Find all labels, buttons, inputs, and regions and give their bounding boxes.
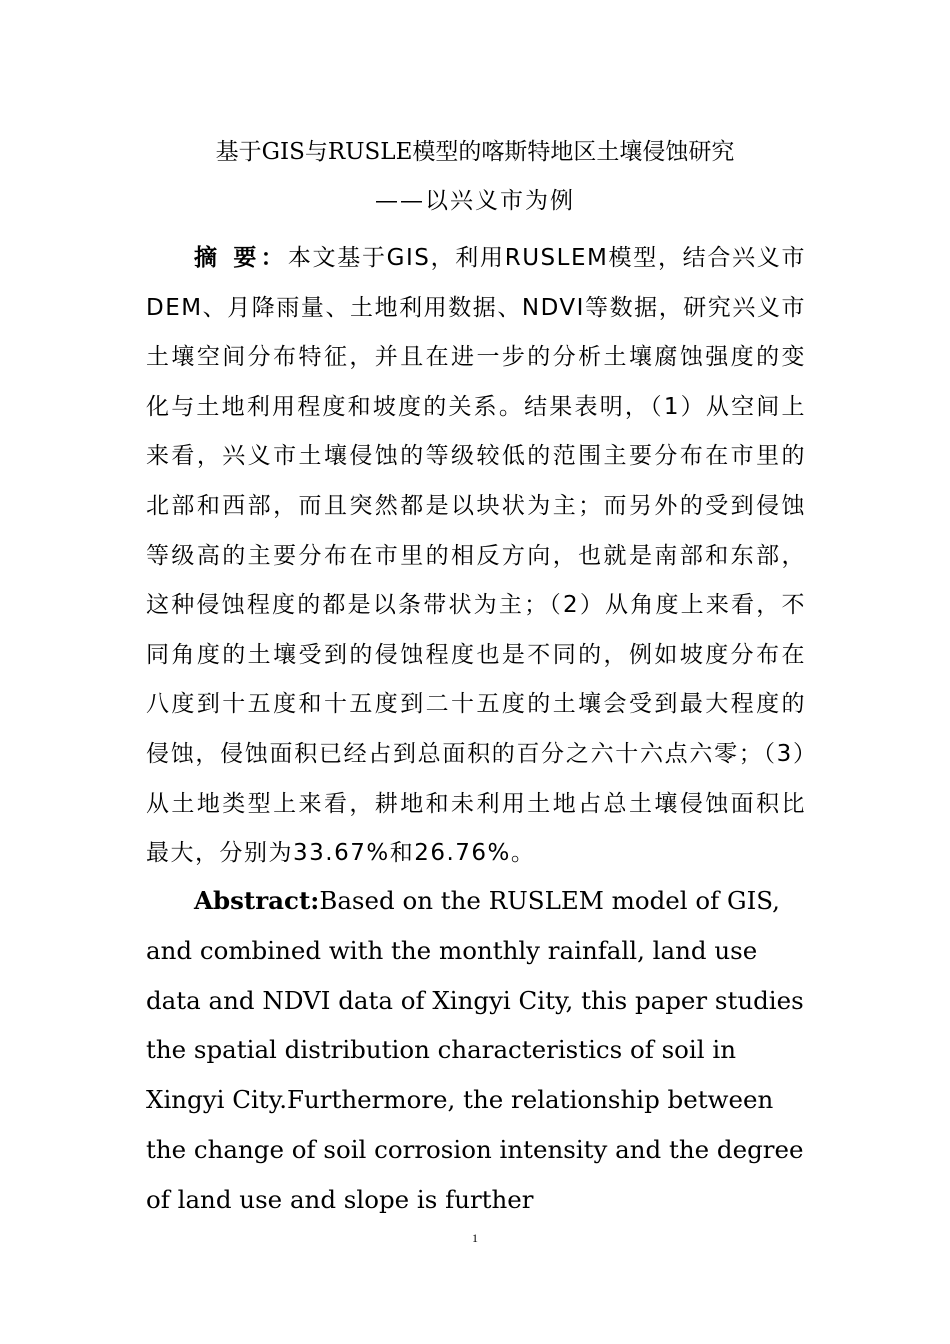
chinese-abstract bbox=[146, 234, 806, 879]
english-abstract bbox=[146, 876, 808, 1225]
paper-subtitle: ——以兴义市为例 bbox=[375, 188, 575, 214]
page-number: 1 bbox=[472, 1231, 478, 1245]
chinese-abstract-text: 本文基于GIS，利用RUSLEM模型，结合兴义市DEM、月降雨量、土地利用数据、NDVI等数据，研究兴义市土壤空间分布特征，并且在进一步的分析土壤腐蚀强度的变化与土地利用程度和坡度的关系。结果表明，（1）从空间上来看，兴义市土壤侵蚀的等级较低的范围主要分布在市里的北部和西部，而且突然都是以块状为主；而另外的受到侵蚀等级高的主要分布在市里的相反方向，也就是南部和东部，这种侵蚀程度的都是以条带状为主；（2）从角度上来看，不同角度的土壤受到的侵蚀程度也是不同的，例如坡度分布在八度到十五度和十五度到二十五度的土壤会受到最大程度的侵蚀，侵蚀面积已经占到总面积的百分之六十六点六零；（3）从土地类型上来看，耕地和未利用土地占总土壤侵蚀面积比最大，分别为33.67%和26.76%。 bbox=[146, 245, 806, 867]
paper-title: 基于GIS与RUSLE模型的喀斯特地区土壤侵蚀研究 bbox=[215, 139, 735, 165]
chinese-abstract-label: 摘 要： bbox=[194, 245, 288, 271]
english-abstract-label: Abstract: bbox=[194, 886, 320, 915]
english-abstract-text: Based on the RUSLEM model of GIS, and combined with the monthly rainfall, land use data and NDVI data of Xingyi City, this paper studies the spatial distribution characteristics of soil in Xingyi City.Furthermore, the relationship between the change of soil corrosion intensity and the degree of land use and slope is further bbox=[146, 886, 804, 1214]
